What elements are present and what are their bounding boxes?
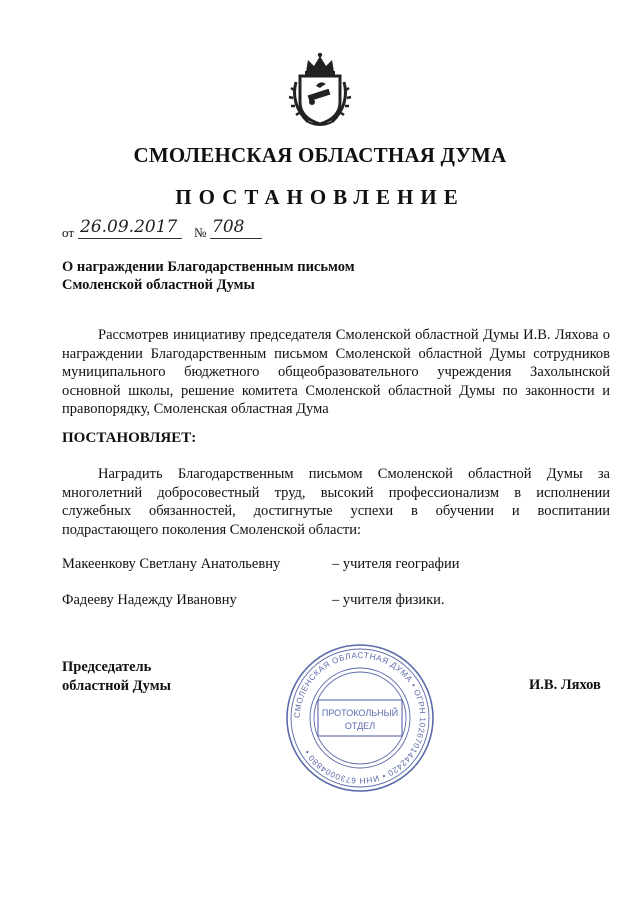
resolution-paragraph [62, 465, 610, 539]
handwritten-date: 26.09.2017 [78, 217, 182, 239]
svg-text:СМОЛЕНСКАЯ ОБЛАСТНАЯ ДУМА • ОГ [293, 651, 427, 785]
preamble-paragraph [62, 326, 610, 419]
resolution-text: Наградить Благодарственным письмом Смоленской областной Думы за многолетний добросовестный труд, высокий профессионализм в исполнении служебных обязанностей, достигнутые успехи в обучении и воспитании подрастающего поколения Смоленской области: [62, 466, 610, 538]
signatory-title-line-2: областной Думы [62, 677, 171, 694]
stamp-center-line-1: ПРОТОКОЛЬНЫЙ [321, 708, 399, 718]
stamp-ring-text: СМОЛЕНСКАЯ ОБЛАСТНАЯ ДУМА • ОГРН 1026701442420 • ИНН 6730004880 • [292, 650, 428, 786]
decree-heading: ПОСТАНОВЛЯЕТ: [62, 430, 197, 446]
official-stamp [284, 642, 436, 794]
awardee-role: – учителя географии [332, 556, 460, 572]
document-type-title: ПОСТАНОВЛЕНИЕ [175, 185, 465, 209]
smolensk-coat-of-arms-icon [286, 52, 354, 128]
awardee-name: Фадееву Надежду Ивановну [62, 592, 237, 608]
number-prefix: № [194, 225, 207, 240]
awardee-role: – учителя физики. [332, 592, 445, 608]
handwritten-number: 708 [210, 217, 262, 239]
organization-title: СМОЛЕНСКАЯ ОБЛАСТНАЯ ДУМА [133, 143, 507, 167]
awardee-name: Макеенкову Светлану Анатольевну [62, 556, 281, 572]
document-subject [62, 258, 482, 294]
subject-line-1: О награждении Благодарственным письмом [62, 259, 355, 275]
preamble-text: Рассмотрев инициативу председателя Смоленской областной Думы И.В. Ляхова о награждении Благодарственным письмом Смоленской областной Думы сотрудников муниципального бюджетного общеобразовательного учреждения Захолынской основной школы, решение комитета Смоленской областной Думы по законности и правопорядку, Смоленская областная Дума [62, 327, 610, 417]
date-number-line [62, 219, 302, 243]
signatory-name: И.В. Ляхов [529, 677, 601, 693]
date-prefix: от [62, 225, 75, 240]
signatory-title [62, 658, 171, 695]
subject-line-2: Смоленской областной Думы [62, 277, 255, 293]
signatory-title-line-1: Председатель [62, 659, 152, 675]
stamp-center-line-2: ОТДЕЛ [344, 721, 376, 731]
